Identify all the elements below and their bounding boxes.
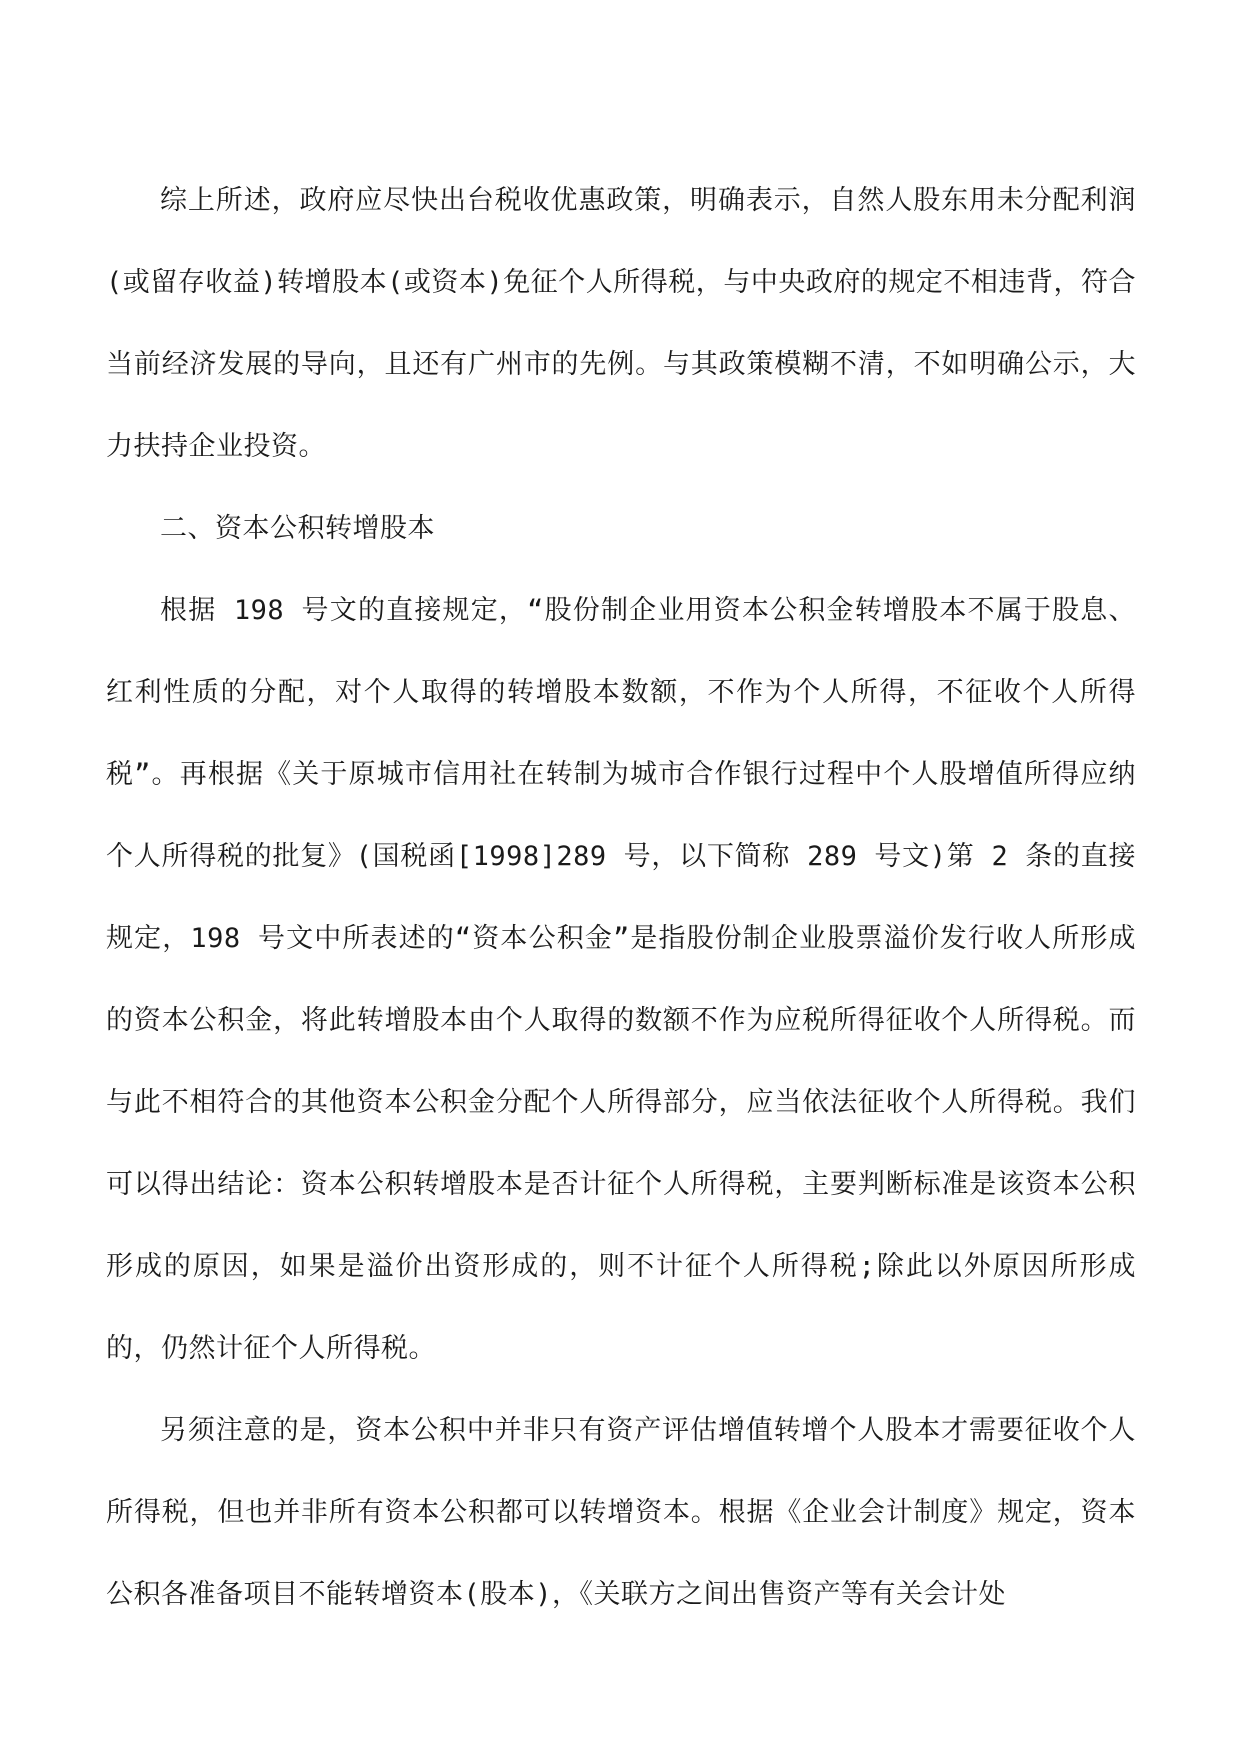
paragraph-additional-notes: 另须注意的是，资本公积中并非只有资产评估增值转增个人股本才需要征收个人所得税，但也并非所有资本公积都可以转增资本。根据《企业会计制度》规定，资本公积各准备项目不能转增资本(股本)，《关联方之间出售资产等有关会计处: [106, 1415, 1136, 1610]
paragraph-summary: 综上所述，政府应尽快出台税收优惠政策，明确表示，自然人股东用未分配利润(或留存收益)转增股本(或资本)免征个人所得税，与中央政府的规定不相违背，符合当前经济发展的导向，且还有广州市的先例。与其政策模糊不清，不如明确公示，大力扶持企业投资。: [106, 185, 1136, 462]
section-heading-capital-reserve: 二、资本公积转增股本: [160, 513, 435, 544]
document-body: [106, 160, 1136, 1636]
paragraph-capital-reserve-rules: 根据 198 号文的直接规定，“股份制企业用资本公积金转增股本不属于股息、红利性质的分配，对个人取得的转增股本数额，不作为个人所得，不征收个人所得税”。再根据《关于原城市信用社在转制为城市合作银行过程中个人股增值所得应纳个人所得税的批复》(国税函[1998]289 号，以下简称 289 号文)第 2 条的直接规定，198 号文中所表述的“资本公积金”是指股份制企业股票溢价发行收人所形成的资本公积金，将此转增股本由个人取得的数额不作为应税所得征收个人所得税。而与此不相符合的其他资本公积金分配个人所得部分，应当依法征收个人所得税。我们可以得出结论：资本公积转增股本是否计征个人所得税，主要判断标准是该资本公积形成的原因，如果是溢价出资形成的，则不计征个人所得税;除此以外原因所形成的，仍然计征个人所得税。: [106, 595, 1136, 1364]
